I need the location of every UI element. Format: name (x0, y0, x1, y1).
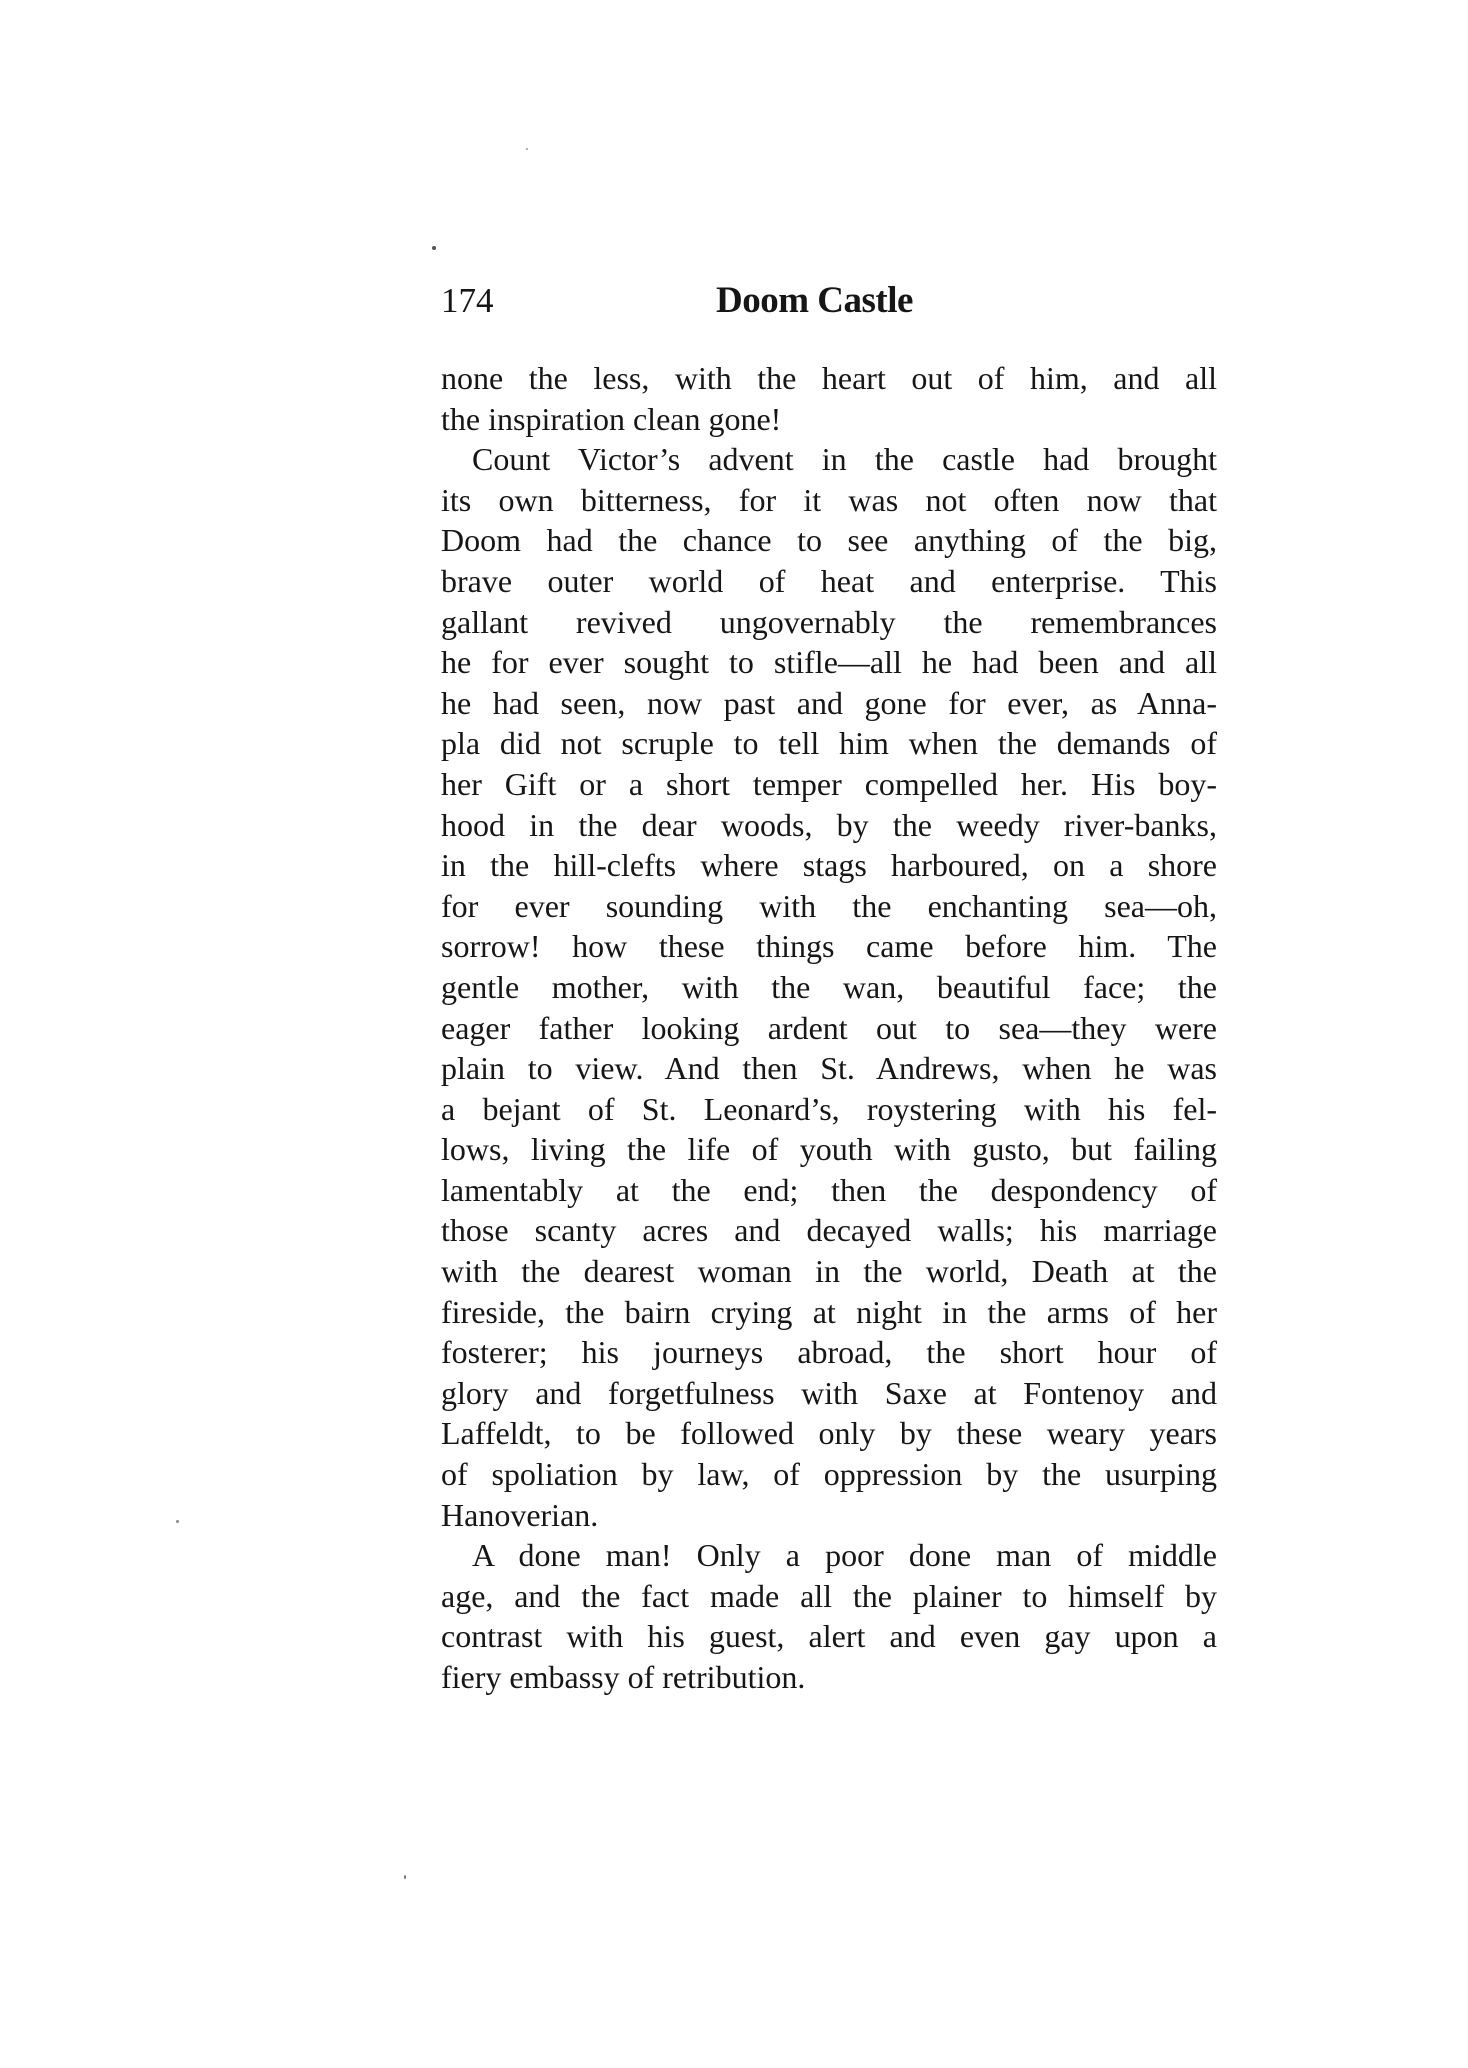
scan-speck (526, 148, 528, 150)
text-line: none the less, with the heart out of him, and all (441, 360, 1217, 396)
text-line: Laffeldt, to be followed only by these weary years (441, 1415, 1217, 1452)
text-line: those scanty acres and decayed walls; his marriage (441, 1212, 1217, 1249)
text-line: pla did not scruple to tell him when the demands of (441, 725, 1217, 762)
text-line: eager father looking ardent out to sea—they were (441, 1009, 1217, 1046)
scan-speck (404, 1875, 406, 1879)
text-line: A done man! Only a poor done man of middle (472, 1537, 1217, 1574)
text-line: its own bitterness, for it was not often now that (441, 481, 1217, 518)
text-line: gentle mother, with the wan, beautiful face; the (441, 968, 1217, 1005)
text-line: age, and the fact made all the plainer to himself by (441, 1577, 1217, 1614)
text-line: fiery embassy of retribution. (441, 1659, 806, 1695)
text-line: the inspiration clean gone! (441, 400, 782, 437)
text-line: sorrow! how these things came before him. The (441, 928, 1217, 965)
text-line: fosterer; his journeys abroad, the short hour of (441, 1334, 1217, 1371)
running-title: Doom Castle (716, 280, 913, 321)
text-line: brave outer world of heat and enterprise. This (441, 562, 1217, 599)
text-line: her Gift or a short temper compelled her. His boy- (441, 765, 1217, 802)
text-line: lamentably at the end; then the despondency of (441, 1171, 1217, 1208)
text-line: Hanoverian. (441, 1496, 599, 1533)
page-number: 174 (441, 281, 494, 320)
paragraph (441, 439, 1217, 1535)
scan-speck (176, 1520, 179, 1523)
text-line: hood in the dear woods, by the weedy river-banks, (441, 806, 1217, 843)
running-head (441, 276, 1217, 326)
paragraph (441, 1535, 1217, 1697)
text-line: lows, living the life of youth with gusto, but failing (441, 1131, 1217, 1168)
text-line: of spoliation by law, of oppression by the usurping (441, 1456, 1217, 1493)
text-line: contrast with his guest, alert and even gay upon a (441, 1618, 1217, 1655)
text-line: gallant revived ungovernably the remembrances (441, 603, 1217, 640)
text-line: a bejant of St. Leonard’s, roystering with his fel- (441, 1090, 1217, 1127)
text-line: for ever sounding with the enchanting sea—oh, (441, 887, 1217, 924)
text-line: fireside, the bairn crying at night in the arms of her (441, 1293, 1217, 1330)
scan-speck (432, 246, 436, 250)
text-line: with the dearest woman in the world, Death at the (441, 1253, 1217, 1290)
text-line: Count Victor’s advent in the castle had brought (472, 441, 1217, 478)
text-line: plain to view. And then St. Andrews, when he was (441, 1050, 1217, 1087)
body-text (441, 358, 1217, 1698)
text-line: he had seen, now past and gone for ever, as Anna- (441, 684, 1217, 721)
text-line: he for ever sought to stifle—all he had been and all (441, 644, 1217, 681)
text-line: Doom had the chance to see anything of the big, (441, 522, 1217, 559)
text-line: in the hill-clefts where stags harboured, on a shore (441, 847, 1217, 884)
paragraph (441, 358, 1217, 439)
text-line: glory and forgetfulness with Saxe at Fontenoy and (441, 1374, 1217, 1411)
